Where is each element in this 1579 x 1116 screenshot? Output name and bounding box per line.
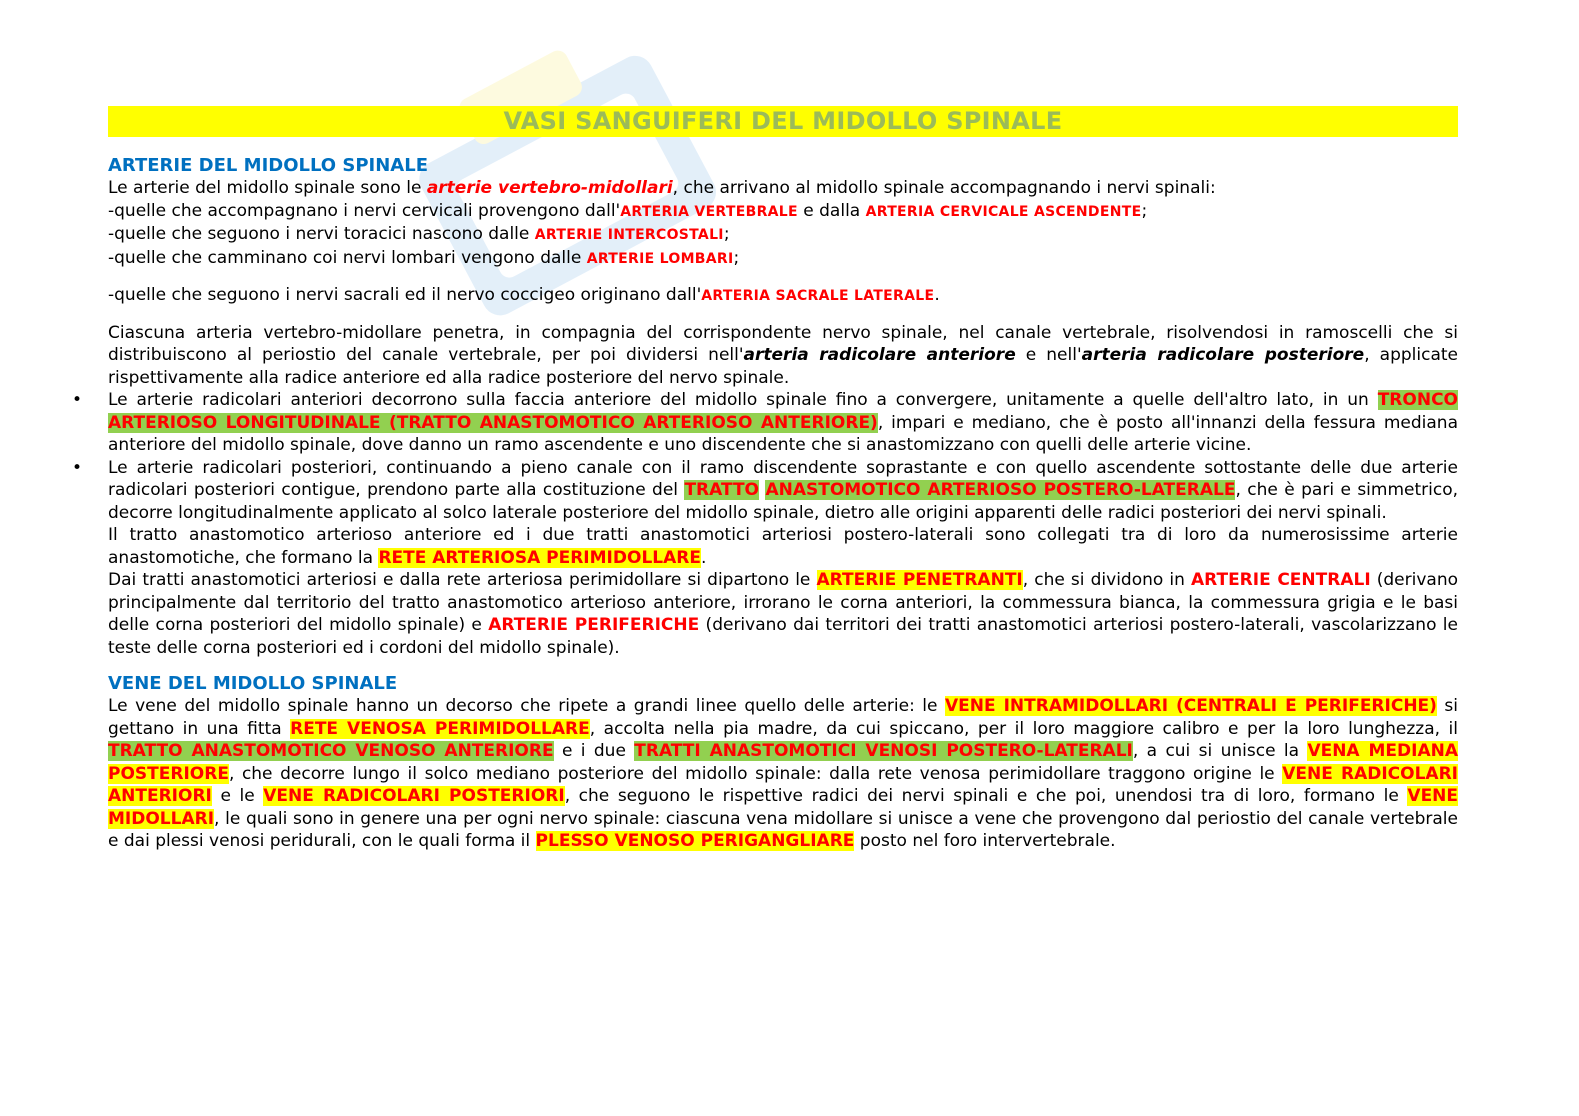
line-cervicali: -quelle che accompagnano i nervi cervicali provengono dall'ARTERIA VERTEBRALE e dalla ARTERIA CERVICALE ASCENDENTE; bbox=[108, 200, 1148, 221]
bullet-icon: • bbox=[72, 457, 83, 478]
bullet-list bbox=[72, 389, 1459, 659]
document-page bbox=[72, 106, 1459, 853]
line-lombari: -quelle che camminano coi nervi lombari vengono dalle ARTERIE LOMBARI; bbox=[108, 247, 740, 268]
para-arterie-penetranti: Dai tratti anastomotici arteriosi e dalla rete arteriosa perimidollare si dipartono le ARTERIE PENETRANTI, che si dividono in ARTERIE CENTRALI (derivano principalmente dal territorio del tratto anastomotico arterioso anteriore, irrorano le corna anteriori, la commessura bianca, la commessura grigia e le basi delle corna posteriori del midollo spinale) e ARTERIE PERIFERICHE (derivano dai territori dei tratti anastomotici arteriosi postero-laterali, vascolarizzano le teste delle corna posteriori ed i cordoni del midollo spinale). bbox=[108, 570, 1458, 658]
page-title: VASI SANGUIFERI DEL MIDOLLO SPINALE bbox=[108, 106, 1458, 137]
line-toracici: -quelle che seguono i nervi toracici nascono dalle ARTERIE INTERCOSTALI; bbox=[108, 224, 730, 244]
line-sacrali: -quelle che seguono i nervi sacrali ed il nervo coccigeo originano dall'ARTERIA SACRALE LATERALE. bbox=[108, 285, 940, 305]
para-tratto-anastomotico: Il tratto anastomotico arterioso anteriore ed i due tratti anastomotici arteriosi postero-laterali sono collegati tra di loro da numerosissime arterie anastomotiche, che formano la RETE ARTERIOSA PERIMIDOLLARE. bbox=[108, 525, 1458, 568]
section-heading-vene: VENE DEL MIDOLLO SPINALE bbox=[108, 673, 398, 694]
para-vene: Le vene del midollo spinale hanno un decorso che ripete a grandi linee quello delle arterie: le VENE INTRAMIDOLLARI (CENTRALI E PERIFERICHE) si gettano in una fitta RETE VENOSA PERIMIDOLLARE, accolta nella pia madre, da cui spiccano, per il loro maggiore calibro e per la loro lunghezza, il TRATTO ANASTOMOTICO VENOSO ANTERIORE e i due TRATTI ANASTOMOTICI VENOSI POSTERO-LATERALI, a cui si unisce la VENA MEDIANA POSTERIORE, che decorre lungo il solco mediano posteriore del midollo spinale: dalla rete venosa perimidollare traggono origine le VENE RADICOLARI ANTERIORI e le VENE RADICOLARI POSTERIORI, che seguono le rispettive radici dei nervi spinali e che poi, unendosi tra di loro, formano le VENE MIDOLLARI, le quali sono in genere una per ogni nervo spinale: ciascuna vena midollare si unisce a vene che provengono dal periostio del canale vertebrale e dai plessi venosi peridurali, con le quali forma il PLESSO VENOSO PERIGANGLIARE posto nel foro intervertebrale. bbox=[108, 696, 1459, 851]
bullet-icon: • bbox=[72, 390, 83, 410]
para-ciascuna-arteria: Ciascuna arteria vertebro-midollare penetra, in compagnia del corrispondente nervo spinale, nel canale vertebrale, risolvendosi in ramoscelli che si distribuiscono al periostio del canale vertebrale, per poi dividersi nell'arteria radicolare anteriore e nell'arteria radicolare posteriore, applicate rispettivamente alla radice anteriore ed alla radice posteriore del nervo spinale. bbox=[108, 322, 1458, 388]
list-item: • Le arterie radicolari anteriori decorrono sulla faccia anteriore del midollo spinale fino a convergere, unitamente a quelle dell'altro lato, in un TRONCO ARTERIOSO LONGITUDINALE (TRATTO ANASTOMOTICO ARTERIOSO ANTERIORE), impari e mediano, che è posto all'innanzi della fessura mediana anteriore del midollo spinale, dove danno un ramo ascendente e uno discendente che si anastomizzano con quelli delle arterie vicine. bbox=[72, 390, 1458, 455]
section-heading-arterie: ARTERIE DEL MIDOLLO SPINALE bbox=[108, 155, 428, 176]
list-item: • Le arterie radicolari posteriori, continuando a pieno canale con il ramo discendente soprastante e con quello ascendente sottostante delle due arterie radicolari posteriori contigue, prendono parte alla costituzione del TRATTO ANASTOMOTICO ARTERIOSO POSTERO-LATERALE, che è pari e simmetrico, decorre longitudinalmente applicato al solco laterale posteriore del midollo spinale, dietro alle origini apparenti delle radici posteriori dei nervi spinali. Il tratto anastomotico arterioso anteriore ed i due tratti anastomotici arteriosi postero-laterali sono collegati tra di loro da numerosissime arterie anastomotiche, che formano la RETE ARTERIOSA PERIMIDOLLARE. Dai tratti anastomotici arteriosi e dalla rete arteriosa perimidollare si dipartono le ARTERIE PENETRANTI, che si dividono in ARTERIE CENTRALI (derivano principalmente dal territorio del tratto anastomotico arterioso anteriore, irrorano le corna anteriori, la commessura bianca, la commessura grigia e le basi delle corna posteriori del midollo spinale) e ARTERIE PERIFERICHE (derivano dai territori dei tratti anastomotici arteriosi postero-laterali, vascolarizzano le teste delle corna posteriori ed i cordoni del midollo spinale). bbox=[72, 457, 1459, 658]
arterie-intro: Le arterie del midollo spinale sono le arterie vertebro-midollari, che arrivano al midollo spinale accompagnando i nervi spinali: bbox=[108, 178, 1216, 198]
